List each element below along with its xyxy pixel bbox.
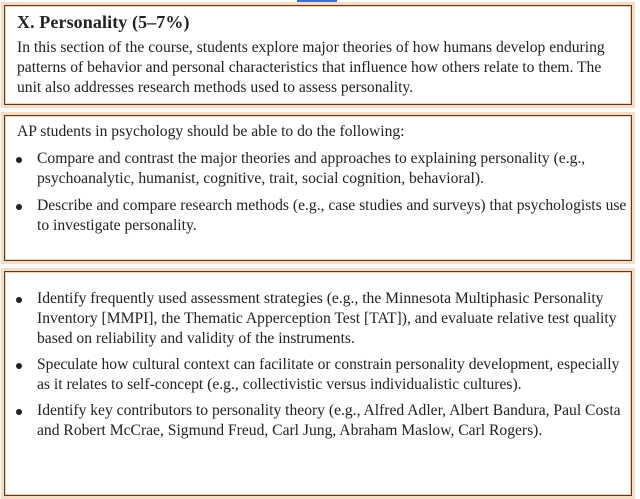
top-accent-bar [297,0,337,3]
section-weight-range: (5–7%) [132,12,190,32]
objective-item [5,401,633,441]
section-header-box [4,5,632,105]
objective-item [5,289,633,349]
objective-text: Identify key contributors to personality theory (e.g., Alfred Adler, Albert Bandura, Paul Costa and Robert McCrae, Sigmund Freud, Carl Jung, Abraham Maslow, Carl Rogers). [37,402,621,439]
more-objectives-box [4,271,632,496]
objectives-list [5,149,633,236]
bullet-icon [16,157,22,163]
objectives-intro: AP students in psychology should be able to do the following: [17,123,405,140]
section-description: In this section of the course, students explore major theories of how humans develop enduring patterns of behavior and personal characteristics that influence how others relate to them. The unit also addresses research methods used to assess personality. [17,39,605,96]
bullet-icon [16,204,22,210]
more-objectives-list [5,289,633,441]
objective-item [5,149,633,189]
section-title [17,12,190,33]
bullet-icon [16,363,22,369]
objective-text: Describe and compare research methods (e.g., case studies and surveys) that psychologists use to investigate personality. [37,197,627,234]
objective-item [5,196,633,236]
objectives-box [4,115,632,261]
bullet-icon [16,409,22,415]
objective-item [5,355,633,395]
objective-text: Identify frequently used assessment strategies (e.g., the Minnesota Multiphasic Personality Inventory [MMPI], the Thematic Apperception Test [TAT]), and evaluate relative test quality based on reliability and validity of the instruments. [37,290,617,347]
objective-text: Compare and contrast the major theories and approaches to explaining personality (e.g., psychoanalytic, humanist, cognitive, trait, social cognition, behavioral). [37,150,586,187]
section-title-text: X. Personality [17,12,128,32]
objective-text: Speculate how cultural context can facilitate or constrain personality development, especially as it relates to self-concept (e.g., collectivistic versus individualistic cultures). [37,356,620,393]
bullet-icon [16,297,22,303]
